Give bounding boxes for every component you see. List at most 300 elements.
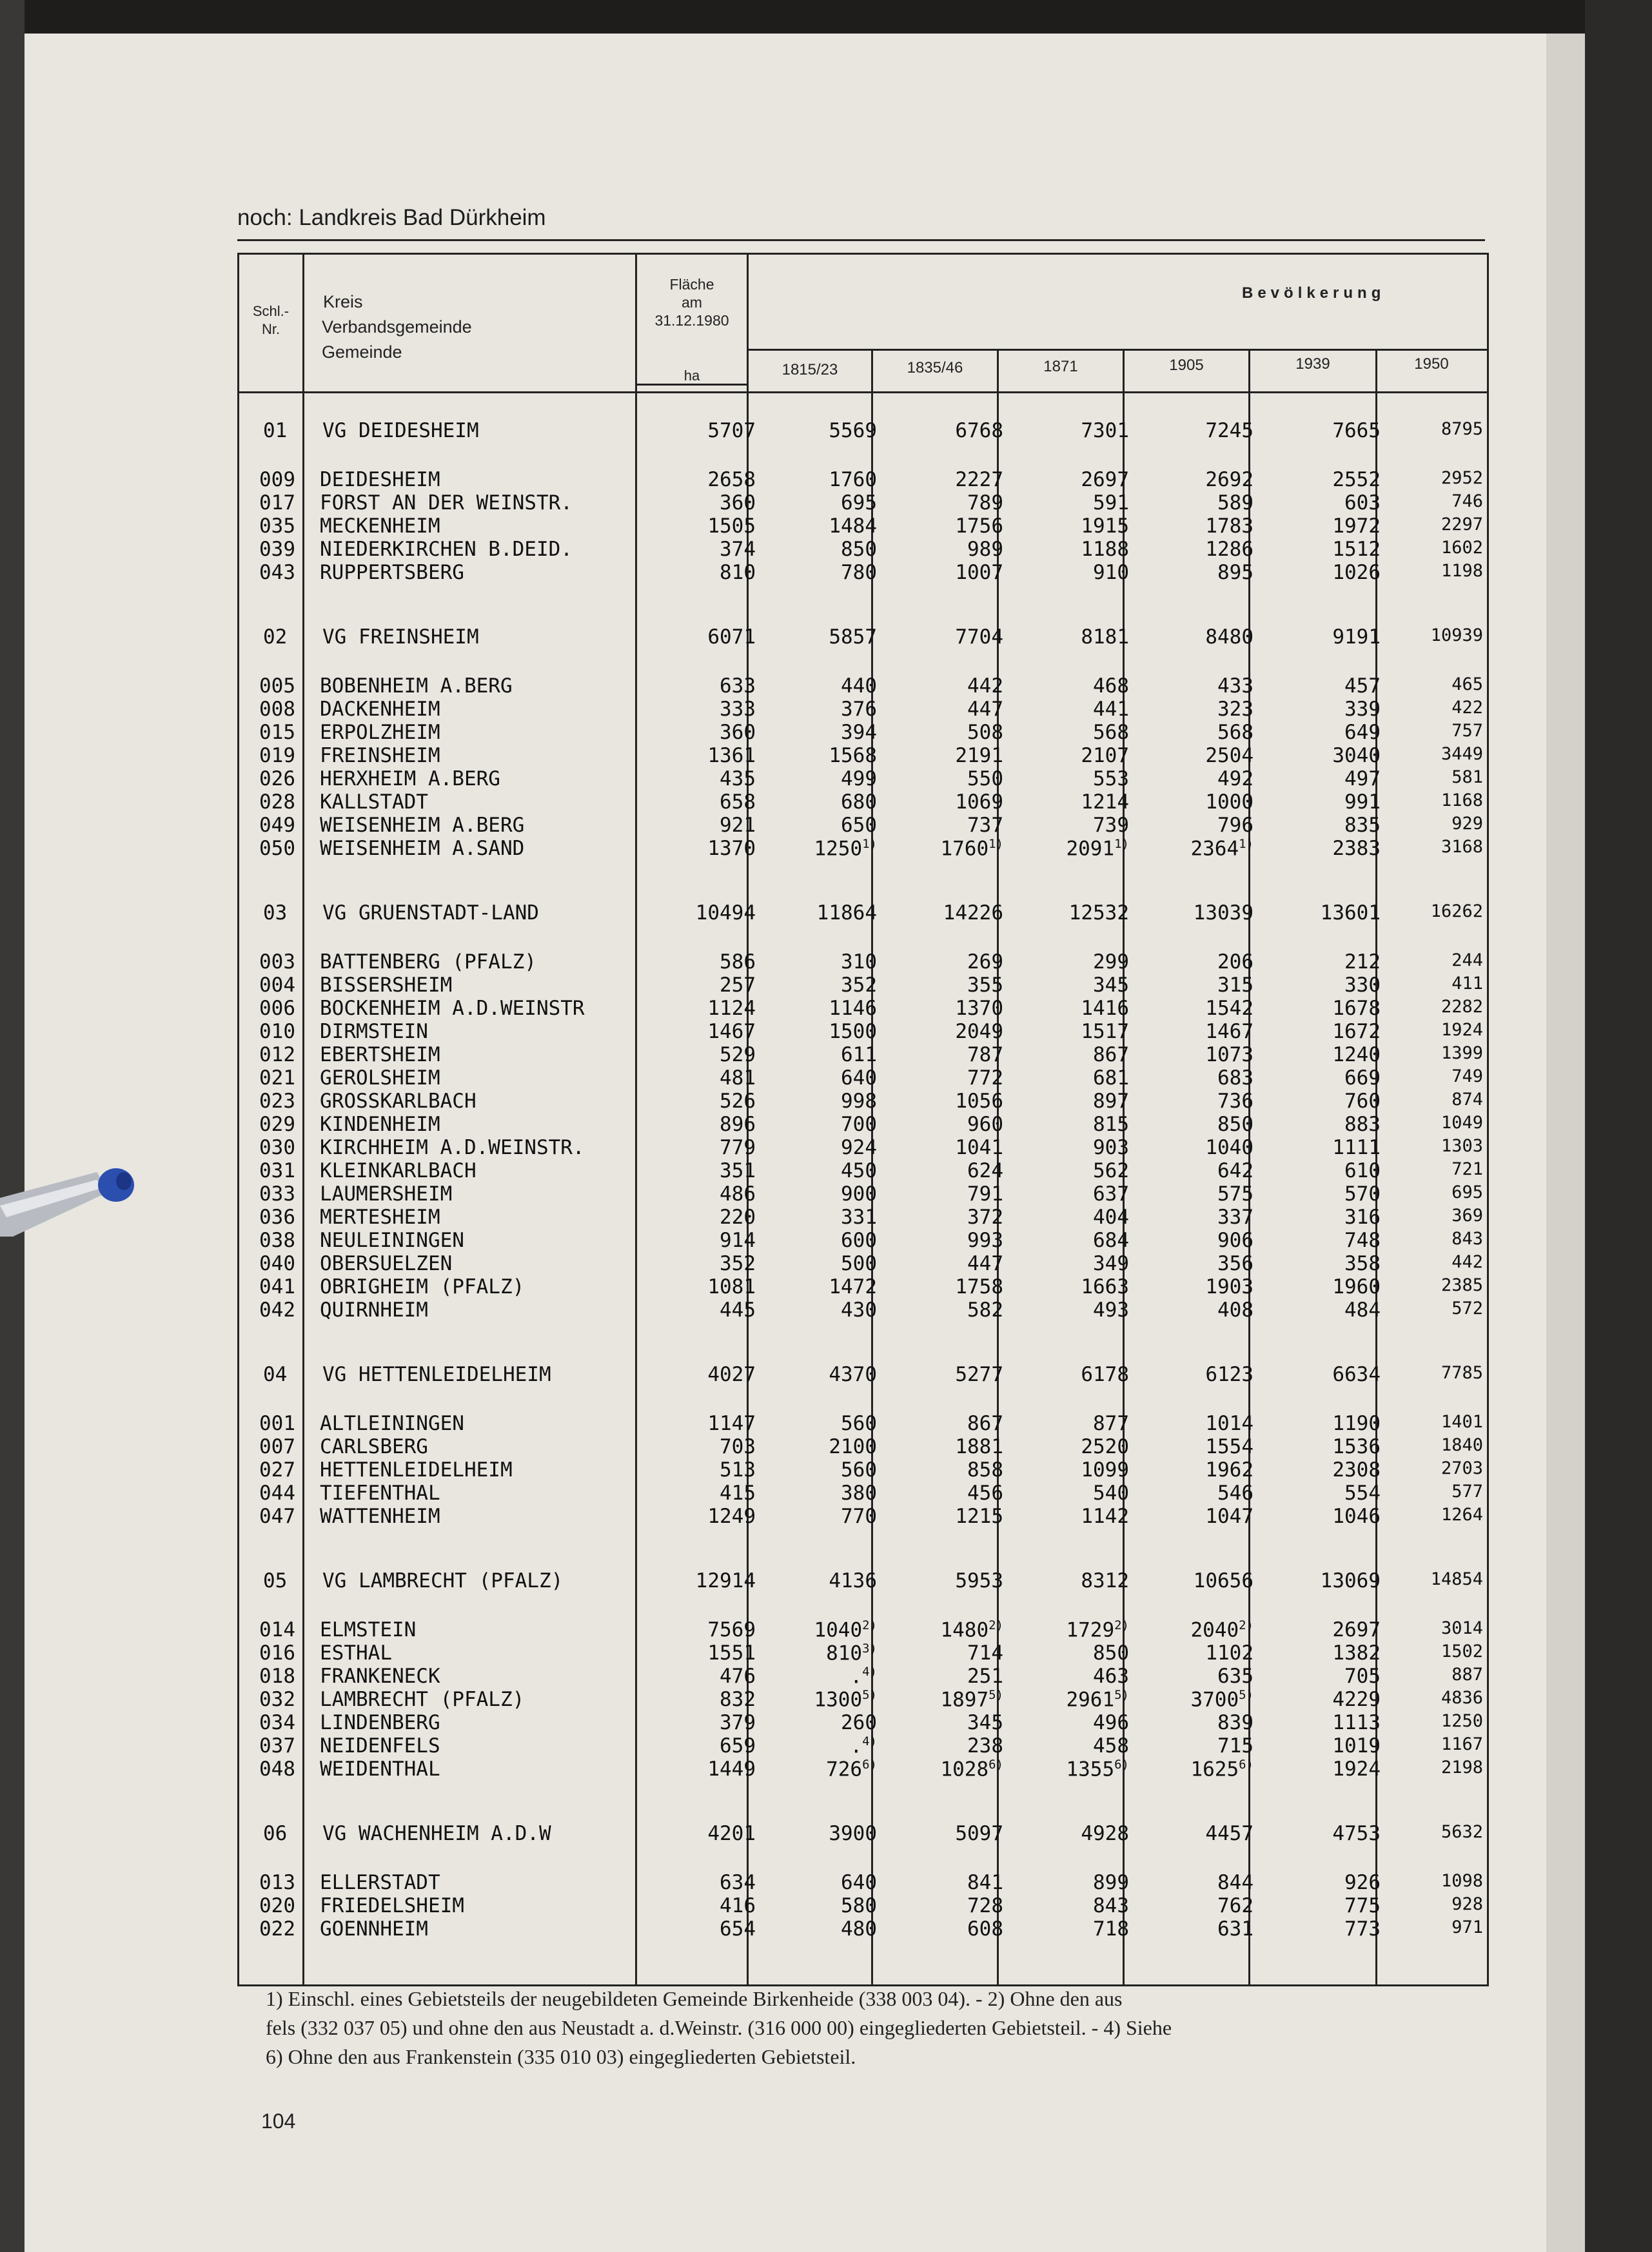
population-number: 1014: [1205, 1412, 1254, 1435]
population-value: [1391, 1734, 1483, 1754]
population-number: 1625: [1190, 1758, 1239, 1781]
population-value: [1391, 561, 1483, 581]
row-key: 010: [259, 1020, 295, 1043]
population-number: 2697: [1332, 1618, 1381, 1641]
row-name: FRIEDELSHEIM: [320, 1894, 464, 1917]
population-number: 1480: [940, 1618, 989, 1642]
population-value: [1391, 1435, 1483, 1455]
population-value: [889, 1711, 1003, 1734]
col-header-bevoelkerung: Bevölkerung: [1242, 284, 1386, 302]
population-value: [1391, 950, 1483, 970]
population-number: 1142: [1081, 1505, 1129, 1528]
population-number: 1756: [955, 514, 1003, 538]
table-row: [237, 1734, 1485, 1758]
population-number: 2385: [1441, 1275, 1483, 1295]
footnote-marker: 5): [862, 1688, 877, 1702]
population-number: 1000: [1205, 790, 1254, 814]
row-key: 008: [259, 698, 295, 721]
table-row: [237, 1229, 1485, 1252]
population-number: 441: [1093, 698, 1129, 721]
population-value: [1139, 1618, 1254, 1641]
population-number: 2107: [1081, 744, 1129, 767]
population-value: [1139, 625, 1254, 649]
population-value: [1014, 1182, 1129, 1206]
population-number: 850: [1093, 1641, 1129, 1665]
population-value: [766, 1275, 877, 1298]
row-key: 032: [259, 1688, 295, 1711]
population-number: 5277: [955, 1363, 1003, 1386]
area-value: 658: [720, 790, 756, 814]
pen: [0, 1166, 148, 1243]
row-key: 030: [259, 1136, 295, 1159]
row-key: 006: [259, 997, 295, 1020]
row-key: 03: [263, 901, 288, 925]
row-name: WEISENHEIM A.BERG: [320, 814, 525, 837]
population-value: [766, 1734, 877, 1758]
row-key: 019: [259, 744, 295, 767]
population-value: [1014, 561, 1129, 584]
table-row: [237, 974, 1485, 997]
population-number: 394: [841, 721, 877, 744]
row-name: BISSERSHEIM: [320, 974, 453, 997]
row-name: BATTENBERG (PFALZ): [320, 950, 536, 974]
population-number: 206: [1217, 950, 1254, 974]
population-value: [1391, 1482, 1483, 1502]
population-value: [1139, 1298, 1254, 1322]
population-number: 749: [1451, 1066, 1483, 1086]
population-number: 376: [841, 698, 877, 721]
population-number: 1416: [1081, 997, 1129, 1020]
population-number: 411: [1451, 974, 1483, 994]
population-value: [1264, 1871, 1381, 1894]
population-number: 465: [1451, 674, 1483, 694]
population-value: [1391, 901, 1483, 921]
population-value: [1014, 1206, 1129, 1229]
row-name: DEIDESHEIM: [320, 468, 440, 491]
population-number: 844: [1217, 1871, 1254, 1894]
population-value: [1014, 1435, 1129, 1458]
population-number: 624: [967, 1159, 1003, 1182]
population-value: [1139, 1229, 1254, 1252]
row-name: ERPOLZHEIM: [320, 721, 440, 744]
population-value: [1014, 625, 1129, 649]
population-number: 1286: [1205, 538, 1254, 561]
population-number: 1019: [1332, 1734, 1381, 1758]
population-number: 4753: [1332, 1822, 1381, 1845]
area-value: 896: [720, 1113, 756, 1136]
population-value: [766, 698, 877, 721]
table-row: [237, 1298, 1485, 1322]
population-value: [1139, 1113, 1254, 1136]
population-number: 1113: [1332, 1711, 1381, 1734]
population-number: 12532: [1068, 901, 1129, 925]
population-value: [1139, 1505, 1254, 1528]
population-value: [766, 1569, 877, 1592]
population-number: 1047: [1205, 1505, 1254, 1528]
table-row: [237, 837, 1485, 860]
population-number: 971: [1451, 1917, 1483, 1937]
population-number: 7301: [1081, 419, 1129, 442]
population-number: 358: [1344, 1252, 1381, 1275]
population-number: 7245: [1205, 419, 1254, 442]
population-value: [1139, 1412, 1254, 1435]
population-number: 772: [967, 1066, 1003, 1090]
row-name: MERTESHEIM: [320, 1206, 440, 1229]
population-value: [766, 1412, 877, 1435]
population-number: 1536: [1332, 1435, 1381, 1458]
population-number: 1028: [940, 1758, 989, 1781]
page-number: 104: [261, 2110, 296, 2133]
table-row: [237, 814, 1485, 837]
population-value: [1139, 1569, 1254, 1592]
population-value: [889, 1090, 1003, 1113]
population-value: [1264, 1136, 1381, 1159]
population-value: [1391, 1159, 1483, 1179]
population-value: [1139, 1641, 1254, 1665]
population-number: 356: [1217, 1252, 1254, 1275]
population-number: 380: [841, 1482, 877, 1505]
area-value: 6071: [707, 625, 756, 649]
population-number: 560: [841, 1458, 877, 1482]
population-value: [1264, 1159, 1381, 1182]
population-value: [1391, 997, 1483, 1017]
population-number: 1046: [1332, 1505, 1381, 1528]
area-value: 481: [720, 1066, 756, 1090]
row-key: 034: [259, 1711, 295, 1734]
col-header-flaeche: [637, 275, 747, 329]
row-key: 023: [259, 1090, 295, 1113]
population-value: [1014, 1020, 1129, 1043]
population-number: 1760: [940, 837, 989, 861]
population-value: [766, 1665, 877, 1688]
population-value: [766, 1252, 877, 1275]
population-value: [889, 790, 1003, 814]
population-number: 1049: [1441, 1113, 1483, 1133]
population-number: 369: [1451, 1206, 1483, 1226]
row-key: 036: [259, 1206, 295, 1229]
area-value: 526: [720, 1090, 756, 1113]
area-value: 352: [720, 1252, 756, 1275]
population-number: 499: [841, 767, 877, 790]
population-value: [1264, 514, 1381, 538]
population-value: [1264, 625, 1381, 649]
footnote-marker: 6): [1114, 1758, 1129, 1772]
population-value: [1391, 1298, 1483, 1318]
population-number: 1215: [955, 1505, 1003, 1528]
population-value: [766, 1298, 877, 1322]
population-number: 575: [1217, 1182, 1254, 1206]
population-number: 899: [1093, 1871, 1129, 1894]
population-value: [1139, 698, 1254, 721]
population-value: [1264, 1917, 1381, 1941]
row-name: GOENNHEIM: [320, 1917, 428, 1941]
population-value: [766, 1206, 877, 1229]
population-number: 2091: [1066, 837, 1115, 861]
population-number: 5953: [955, 1569, 1003, 1592]
area-value: 360: [720, 491, 756, 514]
population-value: [1264, 901, 1381, 925]
population-value: [1014, 1252, 1129, 1275]
footnote-marker: 3): [862, 1641, 877, 1656]
footnote-marker: 5): [988, 1688, 1003, 1702]
population-value: [889, 674, 1003, 698]
population-value: [766, 950, 877, 974]
population-value: [889, 1252, 1003, 1275]
population-value: [766, 674, 877, 698]
population-number: 683: [1217, 1066, 1254, 1090]
population-value: [1139, 1066, 1254, 1090]
population-number: 316: [1344, 1206, 1381, 1229]
table-row: [237, 514, 1485, 538]
population-value: [1264, 1229, 1381, 1252]
row-key: 050: [259, 837, 295, 860]
population-value: [1264, 491, 1381, 514]
row-name: GEROLSHEIM: [320, 1066, 440, 1090]
row-name: HERXHEIM A.BERG: [320, 767, 500, 790]
population-number: 546: [1217, 1482, 1254, 1505]
population-value: [889, 419, 1003, 442]
year-header: 1835/46: [907, 359, 963, 377]
book-binding: [0, 0, 25, 2252]
population-number: 492: [1217, 767, 1254, 790]
population-number: 1040: [814, 1618, 863, 1642]
footnote-marker: 1): [862, 837, 877, 851]
population-number: 841: [967, 1871, 1003, 1894]
population-value: [1014, 721, 1129, 744]
population-number: 1760: [829, 468, 877, 491]
population-number: 3040: [1332, 744, 1381, 767]
population-value: [1391, 1569, 1483, 1589]
area-value: 333: [720, 698, 756, 721]
population-value: [1139, 1363, 1254, 1386]
area-value: 476: [720, 1665, 756, 1688]
population-value: [1014, 419, 1129, 442]
col-header-schl: [239, 302, 302, 338]
population-value: [1014, 1229, 1129, 1252]
population-number: 796: [1217, 814, 1254, 837]
row-name: MECKENHEIM: [320, 514, 440, 538]
population-value: [1139, 744, 1254, 767]
table-row: [237, 1458, 1485, 1482]
row-key: 005: [259, 674, 295, 698]
row-key: 016: [259, 1641, 295, 1665]
row-name: NEULEININGEN: [320, 1229, 464, 1252]
population-value: [1014, 1871, 1129, 1894]
row-key: 044: [259, 1482, 295, 1505]
population-value: [889, 1894, 1003, 1917]
population-number: 480: [841, 1917, 877, 1941]
area-value: 832: [720, 1688, 756, 1711]
population-number: 714: [967, 1641, 1003, 1665]
table-row: [237, 1758, 1485, 1781]
table-body: [237, 419, 1485, 1941]
population-value: [1264, 674, 1381, 698]
row-name: QUIRNHEIM: [320, 1298, 428, 1322]
population-value: [1264, 744, 1381, 767]
population-value: [766, 1229, 877, 1252]
row-key: 037: [259, 1734, 295, 1758]
population-value: [1391, 1871, 1483, 1891]
row-key: 04: [263, 1363, 288, 1386]
row-key: 017: [259, 491, 295, 514]
population-number: 5632: [1441, 1822, 1483, 1842]
row-key: 035: [259, 514, 295, 538]
population-value: [1264, 1435, 1381, 1458]
population-number: 1542: [1205, 997, 1254, 1020]
table-row: [237, 1136, 1485, 1159]
population-number: 2297: [1441, 514, 1483, 534]
row-name: GROSSKARLBACH: [320, 1090, 477, 1113]
population-number: 903: [1093, 1136, 1129, 1159]
population-number: 4928: [1081, 1822, 1129, 1845]
population-number: 1962: [1205, 1458, 1254, 1482]
area-value: 220: [720, 1206, 756, 1229]
population-number: 1472: [829, 1275, 877, 1298]
population-number: 642: [1217, 1159, 1254, 1182]
population-value: [1139, 419, 1254, 442]
table-row: [237, 1871, 1485, 1894]
population-value: [1139, 1435, 1254, 1458]
group-gap: [237, 1528, 1485, 1569]
row-gap: [237, 445, 1485, 468]
population-value: [1264, 1641, 1381, 1665]
population-value: [766, 1505, 877, 1528]
population-number: 608: [967, 1917, 1003, 1941]
population-value: [889, 698, 1003, 721]
row-key: 05: [263, 1569, 288, 1592]
row-key: 06: [263, 1822, 288, 1845]
population-value: [1264, 1363, 1381, 1386]
population-value: [1014, 468, 1129, 491]
header-rule: [237, 239, 1485, 241]
population-number: 883: [1344, 1113, 1381, 1136]
population-value: [1139, 491, 1254, 514]
population-number: 463: [1093, 1665, 1129, 1688]
row-key: 015: [259, 721, 295, 744]
footnote-marker: 4): [862, 1734, 877, 1748]
population-number: 928: [1451, 1894, 1483, 1914]
col-header-kreis: [322, 289, 472, 365]
population-number: 1500: [829, 1020, 877, 1043]
population-value: [1391, 538, 1483, 558]
population-number: 600: [841, 1229, 877, 1252]
population-number: 1198: [1441, 561, 1483, 581]
footnote-marker: 6): [988, 1758, 1003, 1772]
col-header-schl-line2: Nr.: [261, 321, 280, 337]
population-value: [1264, 997, 1381, 1020]
area-value: 360: [720, 721, 756, 744]
population-value: [1014, 790, 1129, 814]
area-value: 1124: [707, 997, 756, 1020]
population-value: [889, 901, 1003, 925]
population-number: 508: [967, 721, 1003, 744]
population-number: 1007: [955, 561, 1003, 584]
population-value: [1391, 1412, 1483, 1432]
population-value: [1139, 1711, 1254, 1734]
row-name: ELMSTEIN: [320, 1618, 417, 1641]
population-number: 447: [967, 1252, 1003, 1275]
population-value: [1014, 1688, 1129, 1711]
population-value: [1391, 1252, 1483, 1272]
population-value: [1139, 790, 1254, 814]
population-number: 2198: [1441, 1758, 1483, 1777]
population-number: 372: [967, 1206, 1003, 1229]
population-number: 315: [1217, 974, 1254, 997]
area-value: 10494: [695, 901, 756, 925]
population-number: 422: [1451, 698, 1483, 718]
table-row: [237, 1113, 1485, 1136]
population-value: [766, 468, 877, 491]
population-value: [1139, 561, 1254, 584]
population-number: 550: [967, 767, 1003, 790]
table-row: [237, 790, 1485, 814]
population-value: [1139, 1252, 1254, 1275]
population-number: 1729: [1066, 1618, 1115, 1642]
population-value: [1264, 950, 1381, 974]
area-value: 4027: [707, 1363, 756, 1386]
group-gap: [237, 584, 1485, 625]
population-value: [889, 1917, 1003, 1941]
population-value: [1139, 1734, 1254, 1758]
population-value: [1014, 1618, 1129, 1641]
population-number: 4457: [1205, 1822, 1254, 1845]
population-number: 1568: [829, 744, 877, 767]
population-value: [889, 1066, 1003, 1090]
population-number: 1924: [1441, 1020, 1483, 1040]
population-number: 4136: [829, 1569, 877, 1592]
population-value: [889, 767, 1003, 790]
population-value: [889, 1435, 1003, 1458]
population-value: [1139, 1482, 1254, 1505]
population-value: [1391, 1113, 1483, 1133]
population-number: 591: [1093, 491, 1129, 514]
population-number: 926: [1344, 1871, 1381, 1894]
population-number: 669: [1344, 1066, 1381, 1090]
row-name: KLEINKARLBACH: [320, 1159, 477, 1182]
row-name: DACKENHEIM: [320, 698, 440, 721]
row-key: 049: [259, 814, 295, 837]
population-value: [1014, 997, 1129, 1020]
population-number: 1602: [1441, 538, 1483, 558]
population-value: [889, 1822, 1003, 1845]
population-value: [1014, 1505, 1129, 1528]
row-name: KALLSTADT: [320, 790, 428, 814]
row-key: 031: [259, 1159, 295, 1182]
population-number: .: [850, 1665, 863, 1689]
population-value: [1264, 1894, 1381, 1917]
area-value: 633: [720, 674, 756, 698]
population-value: [1264, 1505, 1381, 1528]
population-number: 721: [1451, 1159, 1483, 1179]
population-value: [889, 1020, 1003, 1043]
row-key: 014: [259, 1618, 295, 1641]
population-value: [1391, 1641, 1483, 1661]
population-value: [889, 1641, 1003, 1665]
year-header: 1815/23: [782, 361, 838, 378]
population-value: [1391, 1020, 1483, 1040]
population-number: 2364: [1190, 837, 1239, 861]
area-value: 2658: [707, 468, 756, 491]
population-number: 760: [1344, 1090, 1381, 1113]
population-number: 6123: [1205, 1363, 1254, 1386]
population-value: [1014, 1569, 1129, 1592]
row-name: DIRMSTEIN: [320, 1020, 428, 1043]
area-value: 415: [720, 1482, 756, 1505]
population-value: [1264, 1458, 1381, 1482]
population-value: [766, 1458, 877, 1482]
population-number: 6178: [1081, 1363, 1129, 1386]
population-number: 339: [1344, 698, 1381, 721]
